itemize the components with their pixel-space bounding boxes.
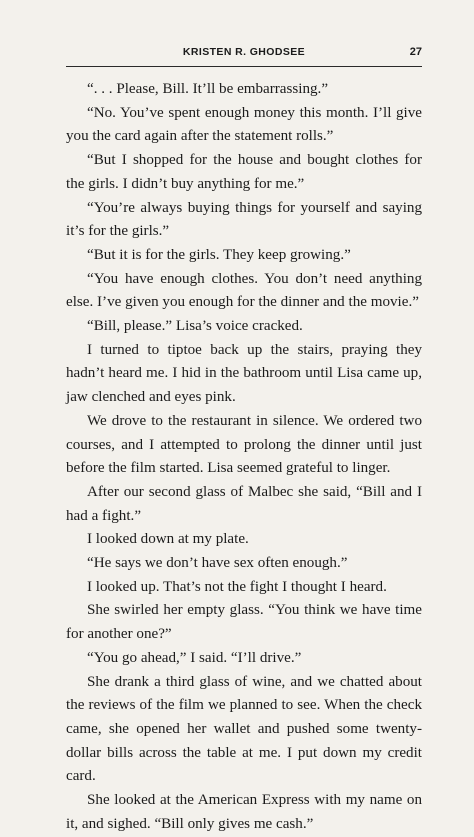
body-text — [66, 78, 422, 837]
paragraph: “You have enough clothes. You don’t need anything else. I’ve given you enough for the dinner and the movie.” — [66, 270, 422, 311]
paragraph: I looked down at my plate. — [87, 531, 249, 548]
paragraph: She drank a third glass of wine, and we chatted about the reviews of the film we planned to see. When the check came, she opened her wallet and pushed some twenty-dollar bills across the table at me. I put down my credit card. — [66, 673, 422, 785]
paragraph: I looked up. That’s not the fight I thought I heard. — [87, 578, 387, 595]
paragraph: We drove to the restaurant in silence. We ordered two courses, and I attempted to prolong the dinner until just before the film started. Lisa seemed grateful to linger. — [66, 412, 422, 477]
paragraph: “But it is for the girls. They keep growing.” — [87, 246, 351, 263]
paragraph: “He says we don’t have sex often enough.” — [87, 555, 348, 572]
running-header — [66, 46, 422, 67]
paragraph: After our second glass of Malbec she said, “Bill and I had a fight.” — [66, 483, 422, 524]
paragraph: “You’re always buying things for yourself and saying it’s for the girls.” — [66, 199, 422, 240]
paragraph: “. . . Please, Bill. It’ll be embarrassing.” — [87, 81, 329, 97]
page-number: 27 — [409, 46, 422, 58]
paragraph: She looked at the American Express with my name on it, and sighed. “Bill only gives me cash.” — [66, 792, 422, 832]
paragraph: She swirled her empty glass. “You think we have time for another one?” — [66, 602, 422, 643]
paragraph: “No. You’ve spent enough money this month. I’ll give you the card again after the statement rolls.” — [66, 104, 422, 145]
author-name: KRISTEN R. GHODSEE — [182, 46, 306, 58]
paragraph: I turned to tiptoe back up the stairs, praying they hadn’t heard me. I hid in the bathroom until Lisa came up, jaw clenched and eyes pink. — [66, 341, 422, 406]
paragraph: “Bill, please.” Lisa’s voice cracked. — [87, 318, 303, 335]
paragraph: “You go ahead,” I said. “I’ll drive.” — [87, 649, 302, 666]
paragraph: “But I shopped for the house and bought clothes for the girls. I didn’t buy anything for me.” — [66, 152, 422, 192]
